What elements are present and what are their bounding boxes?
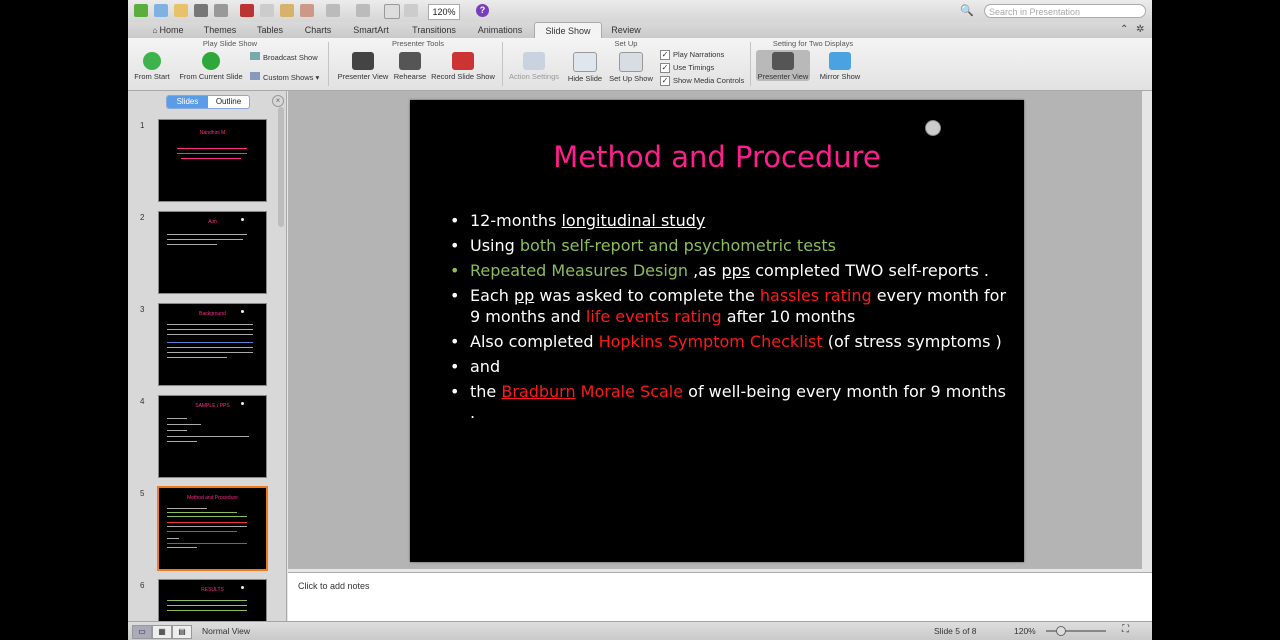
- bullet-list[interactable]: [446, 210, 1006, 427]
- slide-thumbnail[interactable]: [158, 579, 267, 623]
- powerpoint-window: [128, 0, 1152, 640]
- bullet-text: Using: [470, 236, 520, 255]
- bullet-text: every month for 9 months and: [470, 286, 1007, 326]
- slide-canvas[interactable]: [410, 100, 1024, 562]
- record-icon: [452, 52, 474, 70]
- separator: [328, 42, 329, 86]
- from-start-label: From Start: [134, 72, 170, 81]
- presenter-view-icon: [772, 52, 794, 70]
- rehearse-label: Rehearse: [393, 72, 427, 81]
- search-input[interactable]: Search in Presentation: [984, 4, 1146, 18]
- bullet-text: Also completed: [470, 332, 599, 351]
- thumb-line: [167, 239, 243, 240]
- thumb-title: Background: [199, 311, 226, 317]
- redo-icon[interactable]: [356, 4, 370, 17]
- tab-smartart[interactable]: SmartArt: [353, 25, 389, 35]
- slides-pane: [128, 91, 287, 621]
- bullet-text: and: [470, 357, 501, 376]
- tab-outline[interactable]: Outline: [215, 97, 242, 106]
- thumb-line: [167, 610, 247, 611]
- play-icon: [202, 52, 220, 70]
- bullet-text: ,as: [688, 261, 722, 280]
- presenter-view-button[interactable]: [336, 52, 390, 81]
- notes-placeholder[interactable]: Click to add notes: [298, 581, 370, 591]
- slide-thumbnail[interactable]: [158, 119, 267, 202]
- custom-shows-button[interactable]: Custom Shows ▾: [250, 72, 319, 82]
- tab-tables[interactable]: Tables: [256, 25, 283, 35]
- thumb-line: [167, 508, 207, 509]
- broadcast-icon: [250, 52, 260, 60]
- set-up-show-label: Set Up Show: [609, 74, 653, 83]
- custom-shows-icon: [250, 72, 260, 80]
- bullet-item: [446, 331, 1006, 352]
- search-icon[interactable]: 🔍: [960, 5, 974, 17]
- use-timings-checkbox[interactable]: [660, 63, 714, 73]
- thumb-title: Method and Procedure: [187, 495, 238, 501]
- play-narrations-label: Play Narrations: [673, 50, 725, 59]
- undo-icon[interactable]: [326, 4, 340, 17]
- normal-view-icon[interactable]: ▭: [132, 625, 152, 639]
- from-current-label: From Current Slide: [179, 72, 243, 81]
- slide-thumbnail[interactable]: [158, 211, 267, 294]
- ribbon-slide-show: [128, 38, 1152, 91]
- format-painter-icon[interactable]: [300, 4, 314, 17]
- show-media-controls-label: Show Media Controls: [673, 76, 745, 85]
- slide-thumbnail[interactable]: [158, 303, 267, 386]
- group-setup-label: Set Up: [614, 39, 638, 48]
- bullet-text: longitudinal study: [561, 211, 706, 230]
- separator: [502, 42, 503, 86]
- bullet-text: both self-report and psychometric tests: [519, 236, 836, 255]
- mirror-show-label: Mirror Show: [819, 72, 861, 81]
- checkbox-checked[interactable]: ✓: [661, 50, 669, 60]
- thumb-line: [167, 234, 247, 235]
- thumb-line: [167, 526, 247, 527]
- bullet-text: life events rating: [585, 307, 722, 326]
- bullet-text: 12-months: [470, 211, 562, 230]
- bullet-text: pps: [721, 261, 751, 280]
- close-pane-icon[interactable]: ×: [272, 95, 284, 107]
- hide-slide-label: Hide Slide: [567, 74, 603, 83]
- thumb-title: RESULTS: [201, 587, 224, 593]
- thumb-line: [167, 357, 227, 358]
- thumb-line: [167, 329, 253, 330]
- notes-pane[interactable]: [288, 572, 1152, 621]
- view-name: Normal View: [202, 626, 251, 636]
- bullet-text: hassles rating: [759, 286, 872, 305]
- ribbon-options-icon[interactable]: ✲: [1136, 24, 1145, 35]
- rehearse-button[interactable]: [392, 52, 428, 81]
- zoom-slider[interactable]: [1046, 630, 1106, 632]
- media-icon[interactable]: [404, 4, 418, 17]
- bullet-text: Repeated Measures Design: [470, 261, 689, 280]
- tab-charts[interactable]: Charts: [304, 25, 332, 35]
- hide-slide-icon: [573, 52, 597, 72]
- set-up-show-button[interactable]: [606, 52, 656, 83]
- action-settings-label: Action Settings: [508, 72, 560, 81]
- thumb-line: [167, 531, 237, 532]
- slide-title[interactable]: Method and Procedure: [553, 140, 881, 174]
- tab-themes[interactable]: Themes: [203, 25, 237, 35]
- bullet-text: after 10 months: [721, 307, 856, 326]
- paste-icon[interactable]: [280, 4, 294, 17]
- thumb-line: [167, 436, 249, 437]
- checkbox-checked[interactable]: ✓: [661, 63, 669, 73]
- action-settings-button[interactable]: [506, 52, 562, 81]
- action-settings-icon: [523, 52, 545, 70]
- presenter-view-label: Presenter View: [337, 72, 389, 81]
- thumb-line: [167, 522, 247, 523]
- thumb-line: [167, 334, 253, 335]
- record-label: Record Slide Show: [431, 72, 495, 81]
- bullet-text: (of stress symptoms ): [822, 332, 1002, 351]
- slide-position: Slide 5 of 8: [934, 626, 977, 636]
- standard-toolbar: [128, 0, 1152, 23]
- zoom-level: 120%: [1014, 626, 1036, 636]
- thumb-line: [167, 441, 197, 442]
- cut-icon[interactable]: [240, 4, 254, 17]
- bullet-text: Morale Scale: [575, 382, 684, 401]
- group-presenter-label: Presenter Tools: [392, 39, 444, 48]
- pane-scrollbar[interactable]: [278, 107, 284, 227]
- from-current-button[interactable]: [176, 52, 246, 81]
- thumb-line: [167, 342, 253, 343]
- tab-transitions[interactable]: Transitions: [412, 25, 456, 35]
- bullet-text: the: [470, 382, 502, 401]
- zoom-field[interactable]: 120%: [428, 4, 460, 20]
- rehearse-icon: [399, 52, 421, 70]
- thumb-line: [167, 418, 187, 419]
- presenter-view-toggle-label: Presenter View: [757, 72, 809, 81]
- ribbon-tabs: [128, 22, 1152, 39]
- thumb-line: [167, 605, 247, 606]
- thumb-line: [167, 547, 197, 548]
- tab-animations[interactable]: Animations: [477, 25, 523, 35]
- thumb-line: [167, 538, 179, 539]
- play-narrations-checkbox[interactable]: [660, 50, 724, 60]
- broadcast-label: Broadcast Show: [263, 53, 318, 62]
- thumb-number: 3: [140, 305, 145, 314]
- thumb-line: [167, 424, 201, 425]
- group-play-label: Play Slide Show: [202, 39, 258, 48]
- slide-sorter-icon[interactable]: ▦: [152, 625, 172, 639]
- show-media-controls-checkbox[interactable]: [660, 76, 744, 86]
- bullet-item: [446, 210, 1006, 231]
- checkbox-checked[interactable]: ✓: [661, 76, 669, 86]
- bullet-item: [446, 285, 1006, 327]
- new-icon[interactable]: [134, 4, 148, 17]
- zoom-slider-handle[interactable]: [1056, 626, 1066, 636]
- thumb-title: Aim: [208, 219, 217, 225]
- fit-to-window-icon[interactable]: ⛶: [1122, 624, 1129, 635]
- broadcast-button[interactable]: [250, 52, 318, 62]
- thumb-title: SAMPLE / PPS: [195, 403, 230, 409]
- thumb-number: 6: [140, 581, 145, 590]
- thumb-number: 5: [140, 489, 145, 498]
- thumb-line: [167, 516, 247, 517]
- thumb-number: 2: [140, 213, 145, 222]
- from-start-button[interactable]: [132, 52, 172, 81]
- bullet-text: Each: [470, 286, 514, 305]
- thumb-line: [167, 324, 253, 325]
- tab-home-label: Home: [159, 25, 184, 35]
- separator: [750, 42, 751, 86]
- thumb-title: Nandhini M: [199, 130, 226, 136]
- open-icon[interactable]: [174, 4, 188, 17]
- thumb-line: [167, 543, 247, 544]
- group-two-displays-label: Setting for Two Displays: [772, 39, 854, 48]
- presenter-view-icon: [352, 52, 374, 70]
- thumb-number: 1: [140, 121, 145, 130]
- bullet-text: Bradburn: [501, 382, 576, 401]
- print-icon[interactable]: [214, 4, 228, 17]
- bullet-item: [446, 356, 1006, 377]
- bullet-text: Hopkins Symptom Checklist: [598, 332, 823, 351]
- mirror-show-icon: [829, 52, 851, 70]
- editor-scrollbar[interactable]: [1142, 91, 1152, 569]
- thumb-line: [167, 600, 247, 601]
- tab-home[interactable]: ⌂ Home: [152, 25, 184, 35]
- slide-thumbnail-selected[interactable]: [157, 486, 268, 571]
- thumb-line: [167, 347, 253, 348]
- bullet-item: [446, 260, 1006, 281]
- slide-icon[interactable]: [384, 4, 400, 19]
- save-icon[interactable]: [194, 4, 208, 17]
- slide-thumbnail[interactable]: [158, 395, 267, 478]
- tab-slide-show[interactable]: Slide Show: [534, 22, 602, 39]
- record-slide-show-button[interactable]: [430, 52, 496, 81]
- use-timings-label: Use Timings: [673, 63, 715, 72]
- pane-view-switch: [166, 95, 250, 109]
- copy-icon[interactable]: [260, 4, 274, 17]
- bullet-text: of well-being every month for 9 months .: [470, 382, 1007, 422]
- bullet-text: completed TWO self-reports .: [750, 261, 990, 280]
- thumb-line: [167, 512, 237, 513]
- thumb-line: [177, 153, 247, 154]
- collapse-ribbon-icon[interactable]: ⌃: [1120, 24, 1129, 35]
- slide-show-icon[interactable]: ▤: [172, 625, 192, 639]
- templates-icon[interactable]: [154, 4, 168, 17]
- mirror-show-button[interactable]: [816, 52, 864, 81]
- thumb-number: 4: [140, 397, 145, 406]
- bullet-text: was asked to complete the: [534, 286, 760, 305]
- thumb-line: [177, 148, 247, 149]
- bullet-text: pp: [513, 286, 535, 305]
- audio-icon[interactable]: [925, 120, 941, 136]
- play-green-icon: [143, 52, 161, 70]
- help-icon[interactable]: ?: [476, 4, 489, 17]
- tab-slides[interactable]: Slides: [167, 96, 208, 108]
- thumb-line: [181, 158, 241, 159]
- bullet-item: [446, 381, 1006, 423]
- status-bar: [128, 621, 1152, 640]
- hide-slide-button[interactable]: [566, 52, 604, 83]
- presenter-view-toggle[interactable]: [756, 50, 810, 81]
- custom-shows-label: Custom Shows: [263, 73, 314, 82]
- thumb-line: [167, 352, 253, 353]
- set-up-show-icon: [619, 52, 643, 72]
- thumb-line: [167, 244, 217, 245]
- bullet-item: [446, 235, 1006, 256]
- thumb-line: [167, 430, 187, 431]
- tab-review[interactable]: Review: [611, 25, 641, 35]
